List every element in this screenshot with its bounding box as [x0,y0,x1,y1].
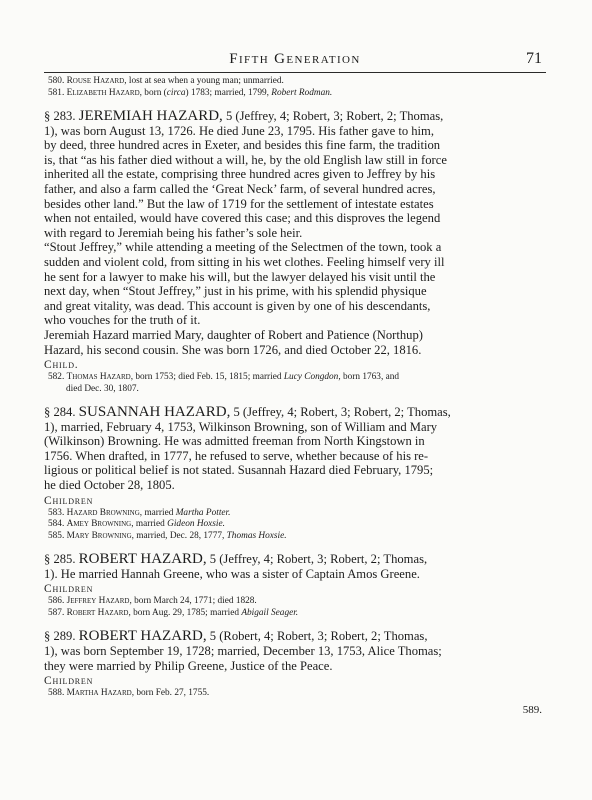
list-item: 581. Elizabeth Hazard, born (circa) 1783; married, 1799, Robert Rodman. [48,87,333,98]
footer-number: 589. [522,703,542,716]
text-line: sudden and violent cold, from sitting in his wet clothes. Feeling himself very ill [44,254,445,269]
section-heading-line: § 284. SUSANNAH HAZARD, 5 (Jeffrey, 4; Robert, 3; Robert, 2; Thomas, [44,404,451,421]
text-line: 1756. When drafted, in 1777, he refused to serve, whether because of his re- [44,448,429,463]
running-header [44,50,546,73]
child-heading: Child. [44,359,79,372]
text-line: and great vitality, was dead. This account is given by one of his descendants, [44,298,431,313]
text-line: 1), was born September 19, 1728; married, December 13, 1753, Alice Thomas; [44,643,442,658]
section-mark: § 283. [44,109,76,123]
section-283 [44,109,546,395]
list-item-continued: died Dec. 30, 1807. [66,383,139,394]
text-line: besides other land.” But the law of 1719 for the settlement of intestate estates [44,196,434,211]
text-line: (Wilkinson) Browning. He was admitted freeman from North Kingstown in [44,434,425,449]
text-line: 1), married, February 4, 1753, Wilkinson Browning, son of William and Mary [44,419,438,434]
section-mark: § 284. [44,405,76,420]
text-line: who vouches for the truth of it. [44,313,201,328]
running-title: Fifth Generation [229,51,361,67]
list-item: 587. Robert Hazard, born Aug. 29, 1785; married Abigail Seager. [48,607,299,618]
person-name: SUSANNAH HAZARD, [78,404,231,421]
children-heading: Children [44,675,94,688]
section-heading-line: § 289. ROBERT HAZARD, 5 (Robert, 4; Robert, 3; Robert, 2; Thomas, [44,628,428,645]
text-line: he died October 28, 1805. [44,478,175,493]
text-line: 1), was born August 13, 1726. He died June 23, 1795. His father gave to him, [44,123,435,138]
page [44,50,546,716]
person-name: ROBERT HAZARD, [78,551,207,568]
list-item: 580. Rouse Hazard, lost at sea when a young man; unmarried. [48,76,284,86]
list-item: 585. Mary Browning, married, Dec. 28, 1777, Thomas Hoxsie. [48,530,287,541]
section-285 [44,552,546,619]
list-item: 584. Amey Browning, married Gideon Hoxsie. [48,519,225,530]
section-289 [44,629,546,699]
text-line: father, and also a farm called the ‘Great Neck’ farm, of several hundred acres, [44,181,436,196]
text-line: ligious or political belief is not stated. Susannah Hazard died February, 1795; [44,463,434,478]
text-line: Hazard, his second cousin. She was born 1726, and died October 22, 1816. [44,342,422,357]
text-line: is, that “as his father died without a will, he, by the old English law still in force [44,152,447,167]
section-284 [44,405,546,542]
text-line: 1). He married Hannah Greene, who was a sister of Captain Amos Greene. [44,566,420,581]
children-heading: Children [44,494,94,507]
text-line: inherited all the estate, comprising three hundred acres given to Jeffrey by his [44,167,436,182]
person-name: ROBERT HAZARD, [78,628,207,645]
children-heading: Children [44,583,94,596]
text-line: with regard to Jeremiah being his father’s sole heir. [44,225,303,240]
list-item: 586. Jeffrey Hazard, born March 24, 1771; died 1828. [48,596,257,607]
list-item: 583. Hazard Browning, married Martha Potter. [48,507,231,518]
list-item: 588. Martha Hazard, born Feb. 27, 1755. [48,688,210,699]
text-line: Jeremiah Hazard married Mary, daughter of Robert and Patience (Northup) [44,327,423,342]
section-heading-line: § 283. JEREMIAH HAZARD, 5 (Jeffrey, 4; Robert, 3; Robert, 2; Thomas, [44,108,444,124]
section-heading-line: § 285. ROBERT HAZARD, 5 (Jeffrey, 4; Robert, 3; Robert, 2; Thomas, [44,551,428,568]
section-mark: § 285. [44,552,76,567]
list-item: 582. Thomas Hazard, born 1753; died Feb. 15, 1815; married Lucy Congdon, born 1763, and [48,372,400,383]
text-line: when not entailed, would have covered this case; and this disproves the legend [44,211,441,226]
page-number: 71 [526,50,542,67]
text-line: they were married by Philip Greene, Justice of the Peace. [44,658,333,673]
text-line: by deed, three hundred acres in Exeter, and besides this fine farm, the tradition [44,138,441,153]
person-name: JEREMIAH HAZARD, [78,108,223,124]
text-line: “Stout Jeffrey,” while attending a meeting of the Selectmen of the town, took a [44,240,442,255]
text-line: next day, when “Stout Jeffrey,” just in his prime, with his splendid physique [44,284,427,299]
text-line: he sent for a lawyer to make his will, but the lawyer delayed his visit until the [44,269,436,284]
top-notes [44,76,546,99]
section-mark: § 289. [44,629,76,644]
